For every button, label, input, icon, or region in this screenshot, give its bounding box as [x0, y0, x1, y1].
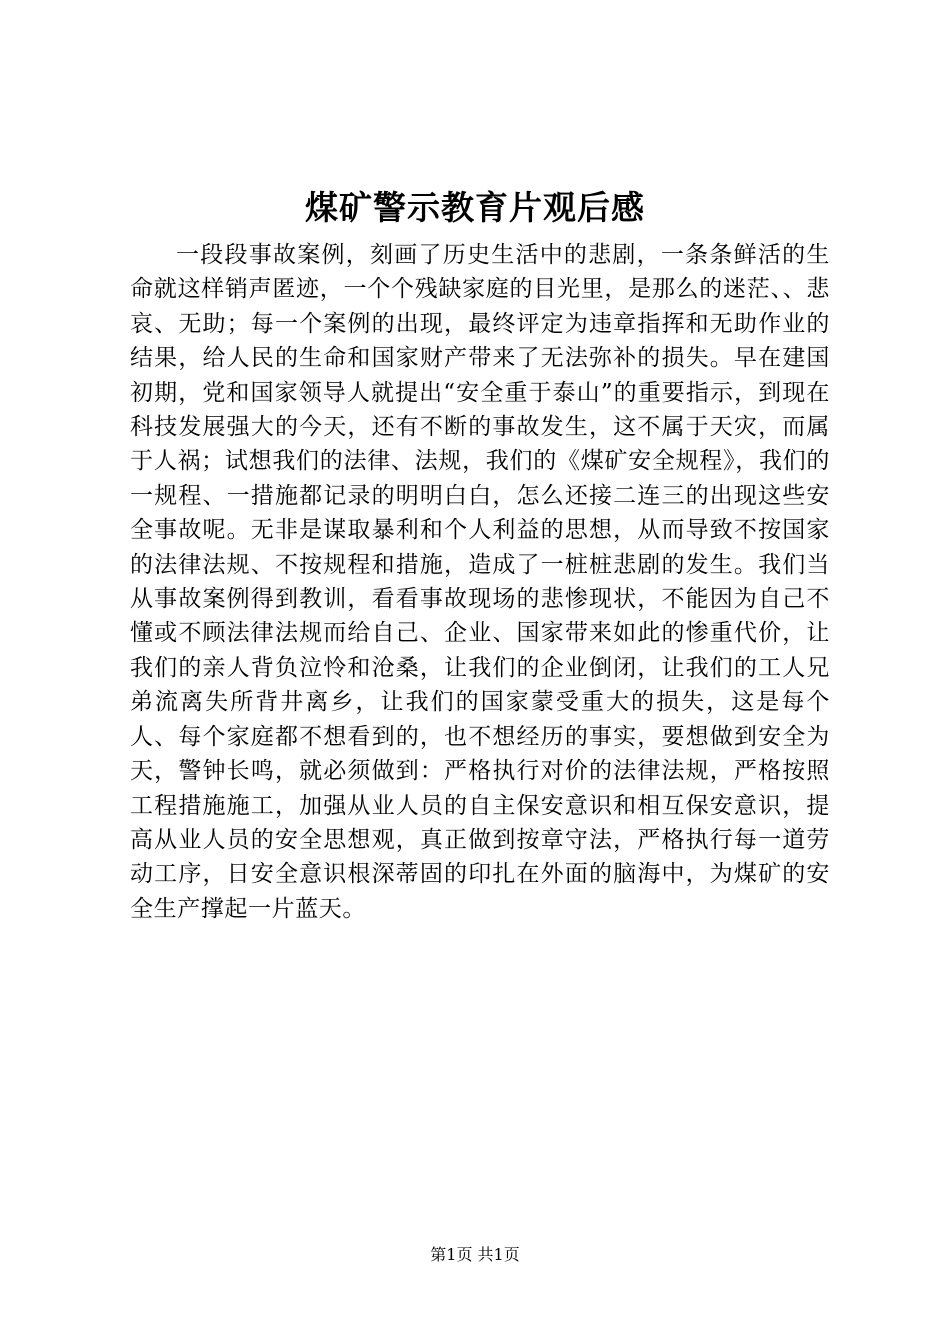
document-body-paragraph: 一段段事故案例，刻画了历史生活中的悲剧，一条条鲜活的生命就这样销声匿迹，一个个残缺家庭的目光里，是那么的迷茫、、悲哀、无助；每一个案例的出现，最终评定为违章指挥和无助作业的结果，给人民的生命和国家财产带来了无法弥补的损失。早在建国初期，党和国家领导人就提出“安全重于泰山”的重要指示，到现在科技发展强大的今天，还有不断的事故发生，这不属于天灾，而属于人祸；试想我们的法律、法规，我们的《煤矿安全规程》，我们的一规程、一措施都记录的明明白白，怎么还接二连三的出现这些安全事故呢。无非是谋取暴利和个人利益的思想，从而导致不按国家的法律法规、不按规程和措施，造成了一桩桩悲剧的发生。我们当从事故案例得到教训，看看事故现场的悲惨现状，不能因为自己不懂或不顾法律法规而给自己、企业、国家带来如此的惨重代价，让我们的亲人背负泣怜和沧桑，让我们的企业倒闭，让我们的工人兄弟流离失所背井离乡，让我们的国家蒙受重大的损失，这是每个人、每个家庭都不想看到的，也不想经历的事实，要想做到安全为天，警钟长鸣，就必须做到：严格执行对价的法律法规，严格按照工程措施施工，加强从业人员的自主保安意识和相互保安意识，提高从业人员的安全思想观，真正做到按章守法，严格执行每一道劳动工序，日安全意识根深蒂固的印扎在外面的脑海中，为煤矿的安全生产撑起一片蓝天。: [130, 242, 830, 922]
document-title: 煤矿警示教育片观后感: [305, 188, 645, 227]
page-footer: 第1页 共1页: [430, 1245, 520, 1264]
